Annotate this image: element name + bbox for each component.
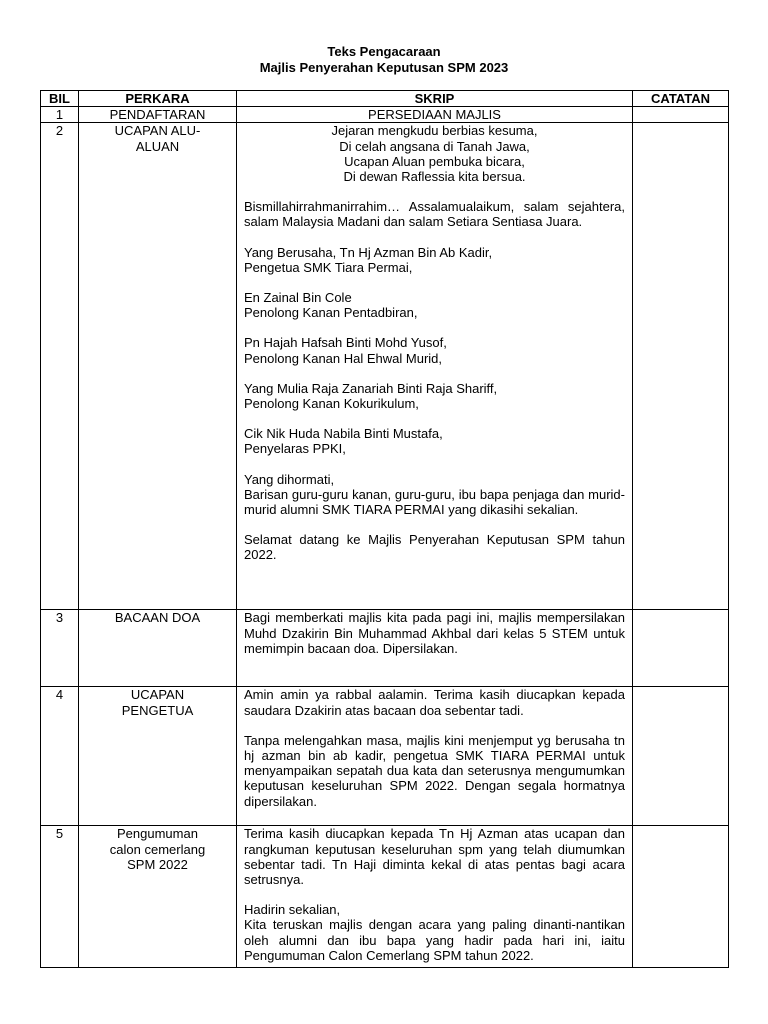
row-skrip — [237, 610, 633, 687]
row-catatan — [633, 826, 729, 968]
poem-paragraph — [244, 123, 625, 184]
header-perkara: PERKARA — [79, 91, 237, 107]
guest-line: En Zainal Bin Cole — [244, 290, 352, 306]
guest-line: Cik Nik Huda Nabila Binti Mustafa, — [244, 426, 443, 442]
script-paragraph: Terima kasih diucapkan kepada Tn Hj Azman atas ucapan dan rangkuman keputusan keseluruhan spm yang telah diumumkan sebentar tadi. Tn Haji diminta kekal di atas pentas bagi acara setrusnya. — [244, 826, 625, 888]
table-row — [41, 826, 729, 968]
script-table — [40, 90, 729, 968]
guest-paragraph — [244, 245, 625, 275]
perkara-line: ALUAN — [135, 138, 180, 154]
row-catatan — [633, 610, 729, 687]
row-perkara: BACAAN DOA — [79, 610, 237, 687]
row-perkara — [79, 123, 237, 610]
perkara-line: UCAPAN — [130, 687, 185, 703]
greeting-paragraph: Bismillahirrahmanirrahim… Assalamualaikum, salam sejahtera, salam Malaysia Madani dan salam Setiara Sentiasa Juara. — [244, 199, 625, 230]
guest-paragraph — [244, 290, 625, 320]
script-paragraph: Tanpa melengahkan masa, majlis kini menjemput yg berusaha tn hj azman bin ab kadir, pengetua SMK TIARA PERMAI untuk menyampaikan sepatah dua kata dan seterusnya mengumumkan keputusan keseluruhan SPM 2022. Dengan segala hormatnya dipersilakan. — [244, 732, 625, 809]
row-bil: 2 — [41, 123, 79, 610]
row-perkara — [79, 826, 237, 968]
row-catatan — [633, 687, 729, 826]
guest-paragraph — [244, 381, 625, 411]
perkara-line: UCAPAN ALU- — [114, 123, 201, 139]
document-subtitle: Majlis Penyerahan Keputusan SPM 2023 — [259, 60, 509, 75]
poem-line: Di dewan Raflessia kita bersua. — [343, 169, 526, 185]
header-skrip: SKRIP — [237, 91, 633, 107]
guest-line: Pn Hajah Hafsah Binti Mohd Yusof, — [244, 335, 447, 351]
audience-paragraph — [244, 472, 625, 518]
table-row — [41, 687, 729, 826]
row-skrip: PERSEDIAAN MAJLIS — [237, 107, 633, 123]
guest-line: Penolong Kanan Hal Ehwal Murid, — [244, 350, 443, 366]
header-bil: BIL — [41, 91, 79, 107]
guest-line: Yang Mulia Raja Zanariah Binti Raja Shariff, — [244, 380, 498, 396]
row-skrip — [237, 123, 633, 610]
perkara-line: PENGETUA — [121, 702, 194, 718]
poem-line: Jejaran mengkudu berbias kesuma, — [331, 123, 538, 139]
row-bil: 1 — [41, 107, 79, 123]
script-paragraph — [244, 902, 625, 963]
row-bil: 5 — [41, 826, 79, 968]
guest-line: Pengetua SMK Tiara Permai, — [244, 259, 413, 275]
table-row — [41, 107, 729, 123]
header-catatan: CATATAN — [633, 91, 729, 107]
row-skrip — [237, 687, 633, 826]
perkara-line: SPM 2022 — [127, 856, 188, 872]
guest-paragraph — [244, 426, 625, 456]
script-line: Hadirin sekalian, — [244, 902, 341, 918]
audience-line: Yang dihormati, — [244, 471, 335, 487]
row-catatan — [633, 123, 729, 610]
document-title: Teks Pengacaraan — [327, 44, 441, 59]
guest-line: Yang Berusaha, Tn Hj Azman Bin Ab Kadir, — [244, 244, 493, 260]
poem-line: Di celah angsana di Tanah Jawa, — [339, 138, 530, 154]
table-header-row — [41, 91, 729, 107]
row-catatan — [633, 107, 729, 123]
welcome-paragraph: Selamat datang ke Majlis Penyerahan Keputusan SPM tahun 2022. — [244, 532, 625, 563]
perkara-line: calon cemerlang — [109, 841, 206, 857]
guest-line: Penyelaras PPKI, — [244, 441, 346, 457]
script-text: Kita teruskan majlis dengan acara yang paling dinanti-nantikan oleh alumni dan ibu bapa yang hadir pada hari ini, iaitu Pengumuman Calon Cemerlang SPM tahun 2022. — [244, 917, 625, 963]
guest-paragraph — [244, 335, 625, 365]
script-paragraph: Bagi memberkati majlis kita pada pagi ini, majlis mempersilakan Muhd Dzakirin Bin Muhammad Akhbal dari kelas 5 STEM untuk memimpin bacaan doa. Dipersilakan. — [244, 610, 625, 656]
perkara-line: Pengumuman — [117, 826, 198, 842]
table-row — [41, 123, 729, 610]
row-bil: 3 — [41, 610, 79, 687]
row-skrip — [237, 826, 633, 968]
row-perkara — [79, 687, 237, 826]
audience-text: Barisan guru-guru kanan, guru-guru, ibu bapa penjaga dan murid-murid alumni SMK TIARA PERMAI yang dikasihi sekalian. — [244, 486, 625, 518]
table-row — [41, 610, 729, 687]
guest-line: Penolong Kanan Kokurikulum, — [244, 396, 419, 412]
poem-line: Ucapan Aluan pembuka bicara, — [344, 153, 525, 169]
guest-line: Penolong Kanan Pentadbiran, — [244, 305, 418, 321]
row-perkara: PENDAFTARAN — [79, 107, 237, 123]
script-paragraph: Amin amin ya rabbal aalamin. Terima kasih diucapkan kepada saudara Dzakirin atas bacaan doa sebentar tadi. — [244, 687, 625, 718]
row-bil: 4 — [41, 687, 79, 826]
